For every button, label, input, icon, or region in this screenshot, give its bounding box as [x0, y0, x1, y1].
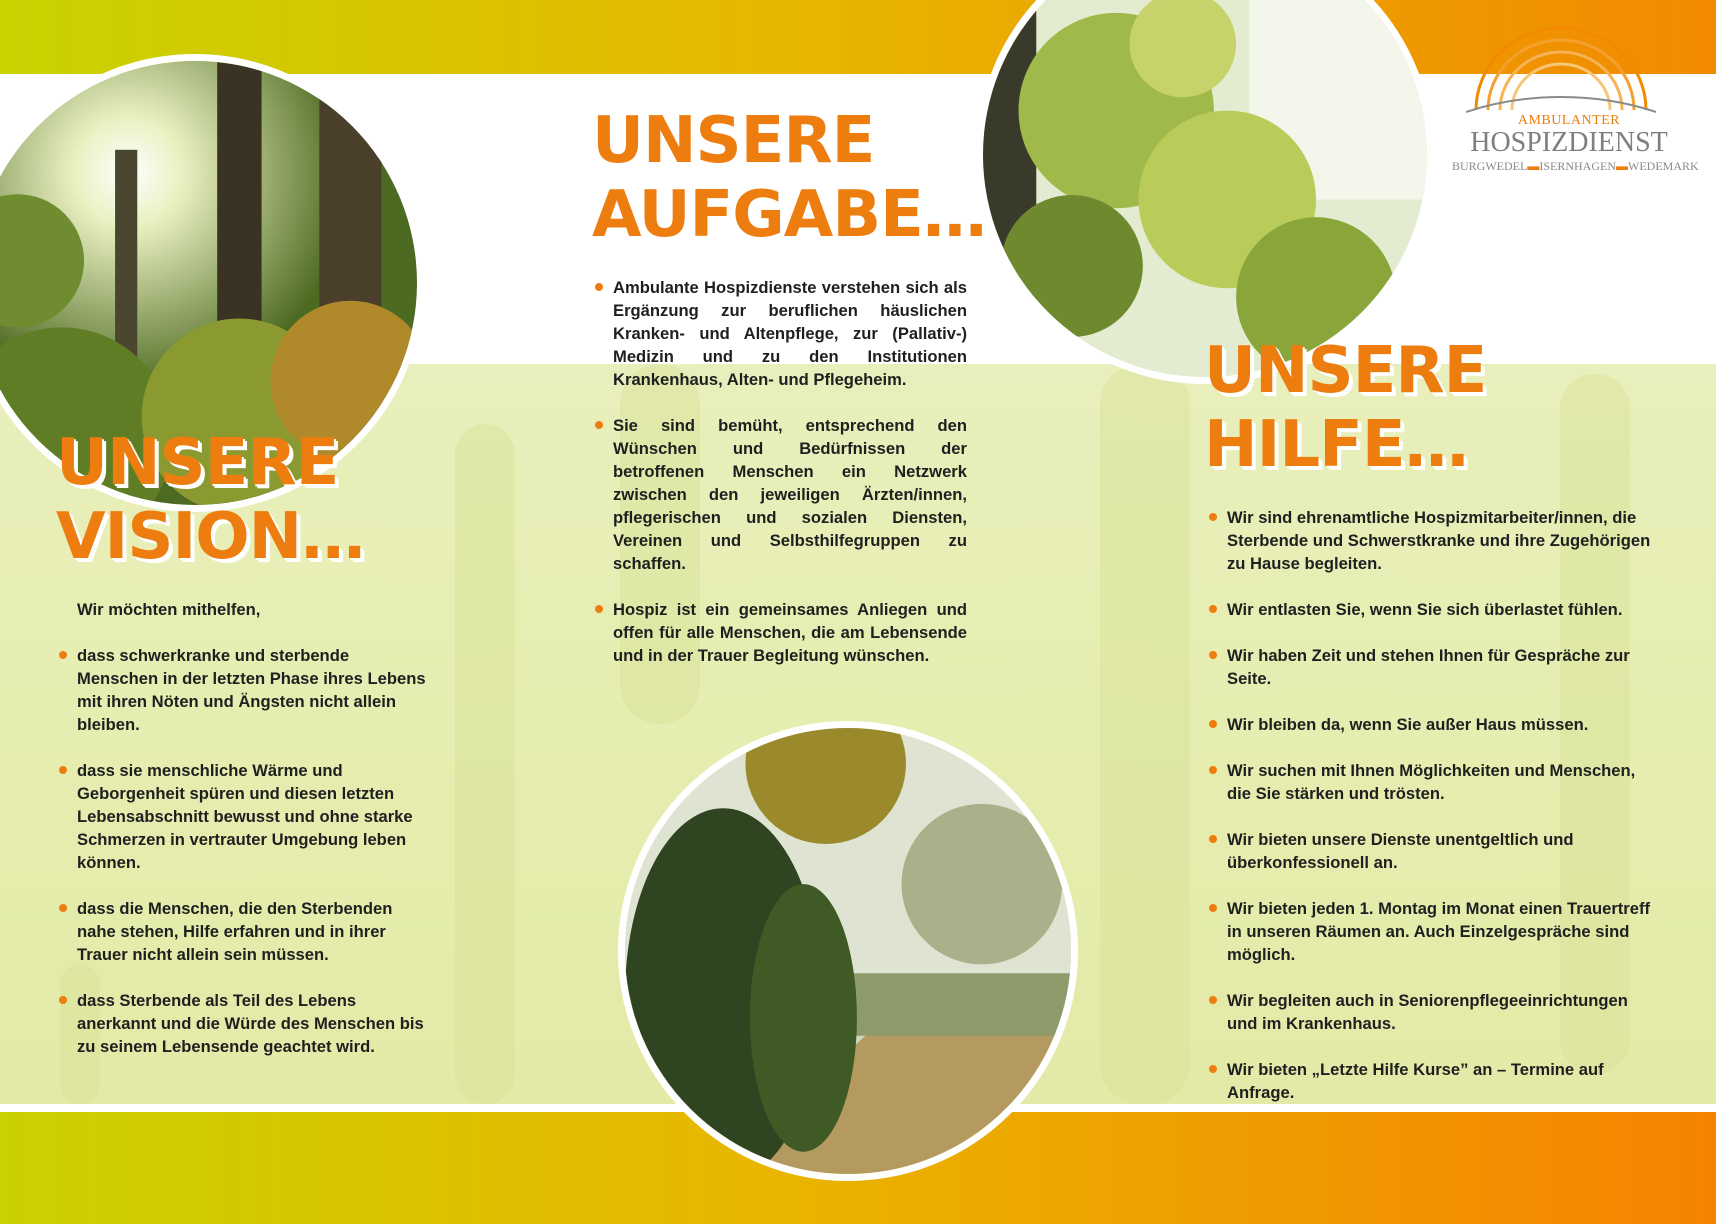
list-item: dass Sterbende als Teil des Lebens anerkannt und die Würde des Menschen bis zu seinem Lebensende geachtet wird.	[59, 989, 431, 1058]
hilfe-heading-line2: HILFE…	[1204, 408, 1468, 482]
logo-separator: ▬	[1527, 159, 1540, 173]
list-item: Wir bleiben da, wenn Sie außer Haus müssen.	[1209, 713, 1651, 736]
background-tree-trunk	[1100, 364, 1190, 1104]
logo-places	[1452, 159, 1699, 173]
list-item: Ambulante Hospizdienste verstehen sich als Ergänzung zur beruflichen häuslichen Kranken- und Altenpflege, zur (Pallativ-) Medizin und zu den Institutionen Krankenhaus, Alten- und Pflegeheim.	[595, 276, 967, 391]
background-tree-trunk	[455, 424, 515, 1104]
vision-intro: Wir möchten mithelfen,	[77, 600, 261, 619]
logo-place: ISERNHAGEN	[1539, 159, 1616, 173]
aufgabe-column	[595, 276, 967, 667]
logo-separator: ▬	[1616, 159, 1628, 173]
hilfe-list	[1209, 506, 1651, 1104]
hilfe-heading-line1: UNSERE	[1204, 334, 1487, 408]
list-item: Wir entlasten Sie, wenn Sie sich überlastet fühlen.	[1209, 598, 1651, 621]
list-item: Wir sind ehrenamtliche Hospizmitarbeiter/innen, die Sterbende und Schwerstkranke und ihre Zugehörigen zu Hause begleiten.	[1209, 506, 1651, 575]
list-item: Wir bieten „Letzte Hilfe Kurse” an – Termine auf Anfrage.	[1209, 1058, 1651, 1104]
list-item: Wir begleiten auch in Seniorenpflegeeinrichtungen und im Krankenhaus.	[1209, 989, 1651, 1035]
vision-heading-line1: UNSERE	[56, 426, 339, 500]
vision-heading-line2: VISION…	[56, 500, 365, 574]
rainbow-arcs-icon	[1466, 22, 1656, 114]
aufgabe-heading-line1: UNSERE	[592, 104, 875, 178]
list-item: Hospiz ist ein gemeinsames Anliegen und offen für alle Menschen, die am Lebensende und in der Trauer Begleitung wünschen.	[595, 598, 967, 667]
park-path-photo	[618, 721, 1078, 1181]
list-item: Wir bieten unsere Dienste unentgeltlich und überkonfessionell an.	[1209, 828, 1651, 874]
list-item: Wir haben Zeit und stehen Ihnen für Gespräche zur Seite.	[1209, 644, 1651, 690]
hilfe-column	[1209, 506, 1651, 1104]
list-item: dass sie menschliche Wärme und Geborgenheit spüren und diesen letzten Lebensabschnitt bewusst und ohne starke Schmerzen in vertrauter Umgebung leben können.	[59, 759, 431, 874]
logo-line2: HOSPIZDIENST	[1470, 127, 1668, 158]
vision-column	[59, 598, 431, 1058]
logo-place: BURGWEDEL	[1452, 159, 1528, 173]
aufgabe-heading	[592, 104, 986, 252]
logo-place: WEDEMARK	[1628, 159, 1699, 173]
list-item: Wir bieten jeden 1. Montag im Monat einen Trauertreff in unseren Räumen an. Auch Einzelgespräche sind möglich.	[1209, 897, 1651, 966]
list-item: dass die Menschen, die den Sterbenden nahe stehen, Hilfe erfahren und in ihrer Trauer nicht allein sein müssen.	[59, 897, 431, 966]
list-item: Wir suchen mit Ihnen Möglichkeiten und Menschen, die Sie stärken und trösten.	[1209, 759, 1651, 805]
aufgabe-heading-line2: AUFGABE…	[592, 178, 986, 252]
logo-line1: AMBULANTER	[1517, 113, 1621, 128]
aufgabe-list	[595, 276, 967, 667]
vision-list	[59, 644, 431, 1058]
list-item: Sie sind bemüht, entsprechend den Wünschen und Bedürfnissen der betroffenen Menschen ein Netzwerk zwischen den jeweiligen Ärzten/innen, pflegerischen und sozialen Diensten, Vereinen und Selbsthilfegruppen zu schaffen.	[595, 414, 967, 575]
hospice-logo	[1452, 22, 1699, 182]
list-item: dass schwerkranke und sterbende Menschen in der letzten Phase ihres Lebens mit ihren Nöten und Ängsten nicht allein bleiben.	[59, 644, 431, 736]
hilfe-heading	[1204, 334, 1486, 482]
vision-heading	[56, 426, 364, 574]
